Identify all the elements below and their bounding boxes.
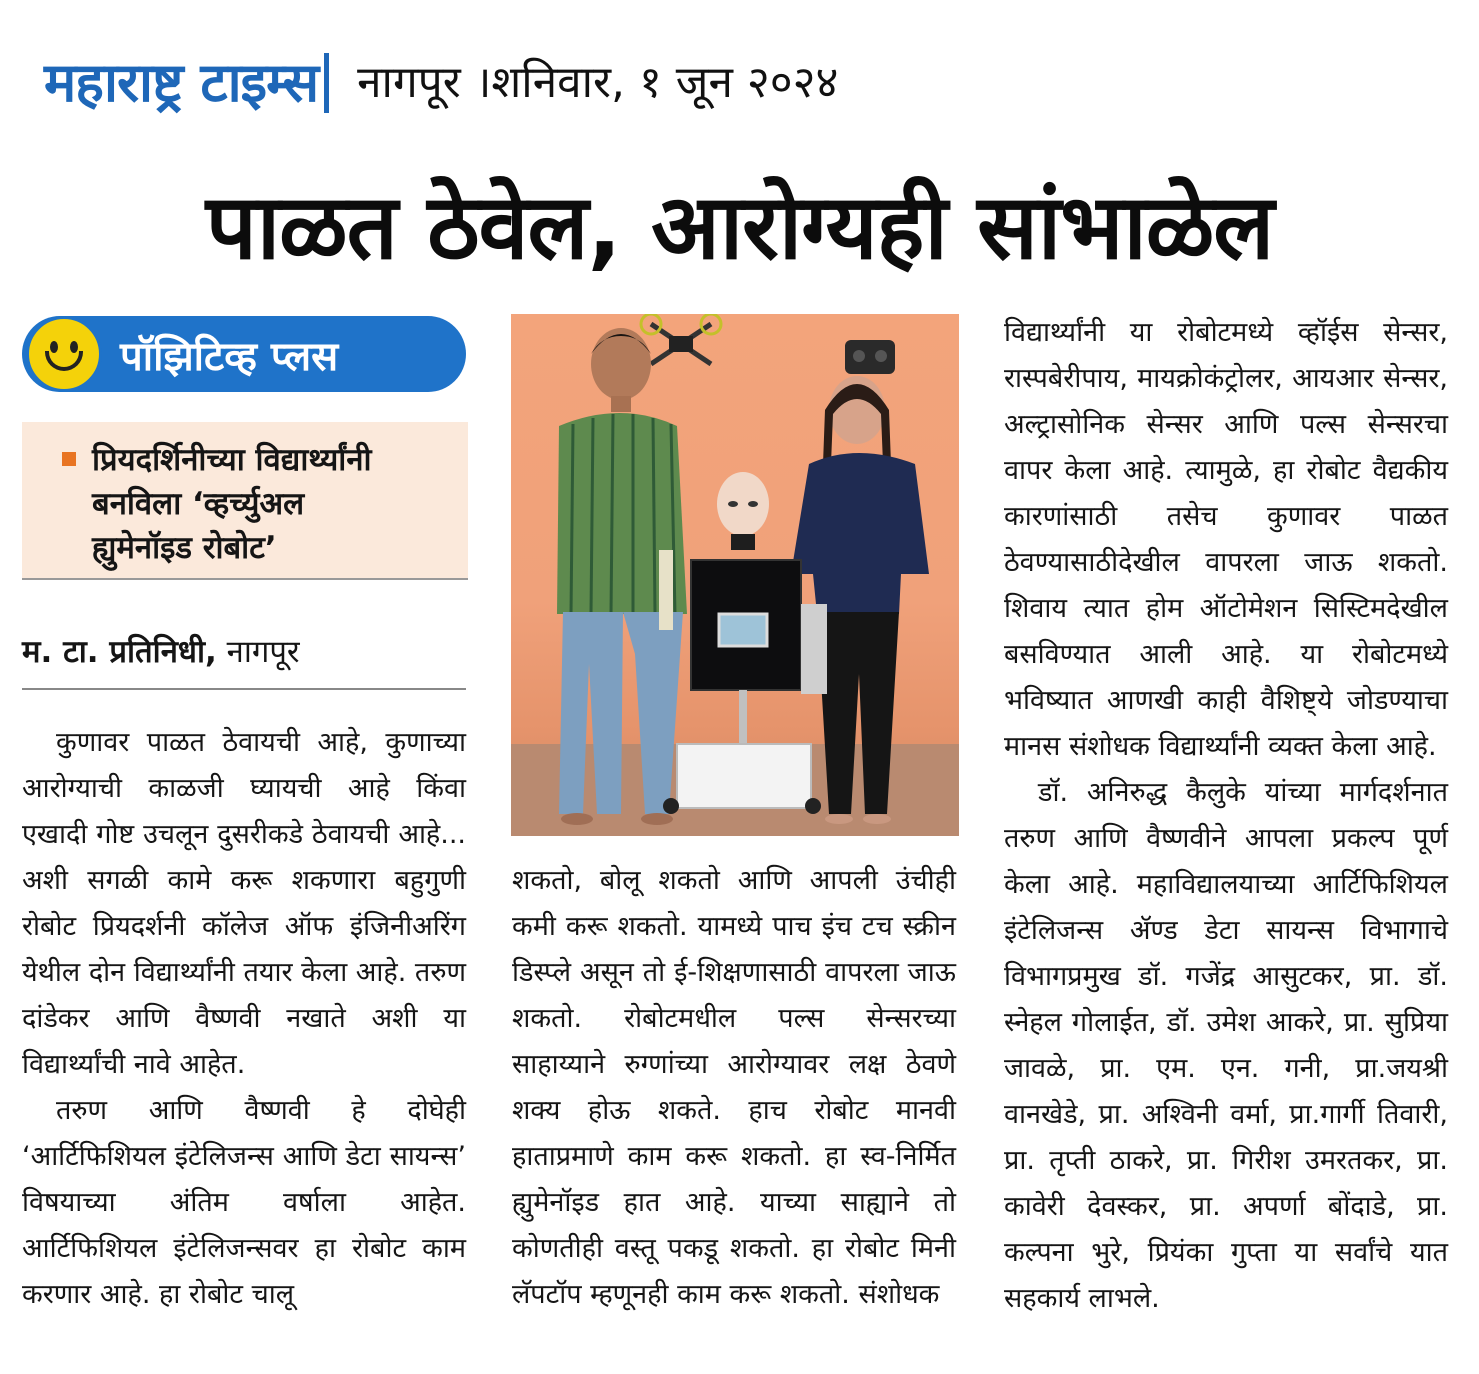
article-column-1 xyxy=(22,720,466,1318)
newspaper-brand: महाराष्ट्र टाइम्स xyxy=(44,51,319,114)
masthead xyxy=(44,48,838,118)
brand-divider xyxy=(324,53,329,113)
article-paragraph: शकतो, बोलू शकतो आणि आपली उंचीही कमी करू शकतो. यामध्ये पाच इंच टच स्क्रीन डिस्प्ले असून तो ई-शिक्षणासाठी वापरला जाऊ शकतो. रोबोटमधील पल्स सेन्सरच्या साहाय्याने रुग्णांच्या आरोग्यावर लक्ष ठेवणे शक्य होऊ शकते. हाच रोबोट मानवी हाताप्रमाणे काम करू शकतो. हा स्व-निर्मित ह्युमेनॉइड हात आहे. याच्या साह्याने तो कोणतीही वस्तू पकडू शकतो. हा रोबोट मिनी लॅपटॉप म्हणूनही काम करू शकतो. संशोधक xyxy=(512,865,956,1310)
article-column-3 xyxy=(1004,310,1448,1322)
article-paragraph: डॉ. अनिरुद्ध कैलुके यांच्या मार्गदर्शनात तरुण आणि वैष्णवीने आपला प्रकल्प पूर्ण केला आहे. महाविद्यालयाच्या आर्टिफिशियल इंटेलिजन्स ॲण्ड डेटा सायन्स विभागाचे विभागप्रमुख डॉ. गजेंद्र आसुटकर, प्रा. डॉ. स्नेहल गोलाईत, डॉ. उमेश आकरे, प्रा. सुप्रिया जावळे, प्रा. एम. एन. गनी, प्रा.जयश्री वानखेडे, प्रा. अश्विनी वर्मा, प्रा.गार्गी तिवारी, प्रा. तृप्ती ठाकरे, प्रा. गिरीश उमरतकर, प्रा. कावेरी देवस्कर, प्रा. अपर्णा बोंदाडे, प्रा. कल्पना भुरे, प्रियंका गुप्ता या सर्वांचे यात सहकार्य लाभले. xyxy=(1004,777,1448,1314)
positive-plus-badge xyxy=(22,316,466,392)
robot-photo-illustration xyxy=(511,314,959,836)
dateline: नागपूर ।शनिवार, १ जून २०२४ xyxy=(357,57,839,108)
byline xyxy=(22,630,466,672)
square-bullet-icon xyxy=(62,452,76,466)
smiley-icon xyxy=(26,316,102,392)
highlight-box xyxy=(22,422,468,580)
article-column-2 xyxy=(512,858,956,1318)
robot-photo xyxy=(511,314,959,836)
highlight-line: बनविला ‘व्हर्च्युअल xyxy=(92,486,305,522)
article-paragraph: विद्यार्थ्यांनी या रोबोटमध्ये व्हॉईस सेन्सर, रास्पबेरीपाय, मायक्रोकंट्रोलर, आयआर सेन्सर, अल्ट्रासोनिक सेन्सर आणि पल्स सेन्सरचा वापर केला आहे. त्यामुळे, हा रोबोट वैद्यकीय कारणांसाठी तसेच कुणावर पाळत ठेवण्यासाठीदेखील वापरला जाऊ शकतो. शिवाय त्यात होम ऑटोमेशन सिस्टिमदेखील बसविण्यात आली आहे. या रोबोटमध्ये भविष्यात आणखी काही वैशिष्ट्ये जोडण्याचा मानस संशोधक विद्यार्थ्यांनी व्यक्त केला आहे. xyxy=(1004,317,1448,762)
drone-icon xyxy=(641,314,721,364)
highlight-line: प्रियदर्शिनीच्या विद्यार्थ्यांनी xyxy=(92,442,372,478)
byline-place: नागपूर xyxy=(226,634,300,670)
article-paragraph: कुणावर पाळत ठेवायची आहे, कुणाच्या आरोग्याची काळजी घ्यायची आहे किंवा एखादी गोष्ट उचलून दुसरीकडे ठेवायची आहे... अशी सगळी कामे करू शकणारा बहुगुणी रोबोट प्रियदर्शनी कॉलेज ऑफ इंजिनीअरिंग येथील दोन विद्यार्थ्यांनी तयार केला आहे. तरुण दांडेकर आणि वैष्णवी नखाते अशी या विद्यार्थ्यांची नावे आहेत. xyxy=(22,727,466,1080)
highlight-line: ह्युमेनॉइड रोबोट’ xyxy=(92,530,277,566)
badge-label: पॉझिटिव्ह प्लस xyxy=(120,333,339,380)
article-paragraph: तरुण आणि वैष्णवी हे दोघेही ‘आर्टिफिशियल इंटेलिजन्स आणि डेटा सायन्स’ विषयाच्या अंतिम वर्षाला आहेत. आर्टिफिशियल इंटेलिजन्सवर हा रोबोट काम करणार आहे. हा रोबोट चालू xyxy=(22,1095,466,1310)
byline-author: म. टा. प्रतिनिधी, xyxy=(22,634,217,670)
headline: पाळत ठेवेल, आरोग्यही सांभाळेल xyxy=(205,175,1274,280)
divider xyxy=(22,688,466,690)
remote-control-icon xyxy=(845,340,895,374)
